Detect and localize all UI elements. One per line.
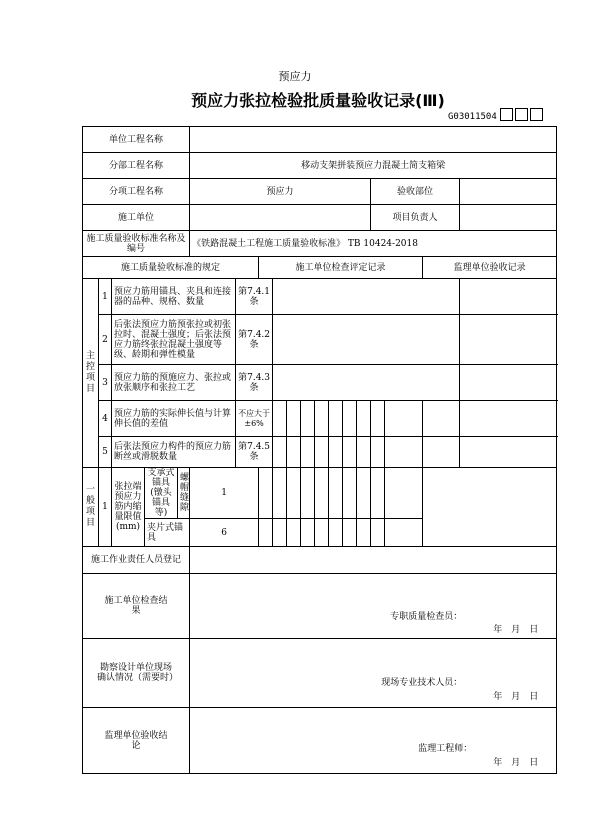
main-item-supervise[interactable] <box>460 365 557 401</box>
measure-cell[interactable] <box>315 468 329 519</box>
measure-cell[interactable] <box>273 519 287 547</box>
main-item-supervise[interactable] <box>460 315 557 365</box>
general-sub2-value: 6 <box>190 519 259 547</box>
measure-cell[interactable] <box>287 519 301 547</box>
main-item-desc: 后张法预应力构件的预应力筋断丝或滑脱数量 <box>112 437 236 468</box>
main-item-desc: 预应力筋的预施应力、张拉或放张顺序和张拉工艺 <box>112 365 236 401</box>
site-tech-label: 现场专业技术人员： <box>190 639 557 688</box>
construction-unit-label: 施工单位 <box>83 205 190 231</box>
division-value[interactable]: 移动支架拼装预应力混凝土简支箱梁 <box>190 153 557 179</box>
code-box-2[interactable] <box>515 108 528 121</box>
measure-cell[interactable] <box>273 468 287 519</box>
main-item-no: 2 <box>99 315 112 365</box>
main-item-clause: 第7.4.3条 <box>236 365 273 401</box>
inspection-part-label: 验收部位 <box>371 179 460 205</box>
doc-title: 预应力张拉检验批质量验收记录(Ⅲ) <box>191 91 445 110</box>
measure-cell[interactable] <box>371 437 385 468</box>
measure-cell[interactable] <box>301 468 315 519</box>
standard-label: 施工质量验收标准名称及编号 <box>83 231 190 257</box>
general-sub1-value: 1 <box>190 468 259 519</box>
general-item-no: 1 <box>99 468 112 547</box>
measure-cell[interactable] <box>343 401 357 437</box>
general-item-desc: 张拉端预应力筋内缩量限值(mm) <box>112 468 145 547</box>
supervisor-label: 监理工程师： <box>190 708 557 754</box>
measure-cell[interactable] <box>343 437 357 468</box>
measure-cell[interactable] <box>329 437 343 468</box>
measure-cell[interactable] <box>287 437 301 468</box>
main-item-desc: 后张法预应力筋预张拉或初张拉时、混凝土强度；后张法预应力筋终张拉混凝土强度等级、龄期和弹性模量 <box>112 315 236 365</box>
main-item-desc: 预应力筋用锚具、夹具和连接器的品种、规格、数量 <box>112 279 236 315</box>
measure-cell[interactable] <box>329 468 343 519</box>
general-sub1-sub: 螺帽缝隙 <box>178 468 190 519</box>
measure-cell[interactable] <box>385 401 423 437</box>
measure-cell[interactable] <box>273 437 287 468</box>
measure-cell[interactable] <box>329 519 343 547</box>
quality-inspector-label: 专职质量检查员： <box>190 574 557 622</box>
measure-cell[interactable] <box>301 519 315 547</box>
doc-code: G03011504 <box>448 112 497 122</box>
main-item-clause: 不应大于±6% <box>236 401 273 437</box>
general-sub2-label: 夹片式锚具 <box>145 519 190 547</box>
measure-cell[interactable] <box>423 437 460 468</box>
subdivision-label: 分项工程名称 <box>83 179 190 205</box>
standard-value[interactable]: 《铁路混凝土工程施工质量验收标准》 TB 10424-2018 <box>190 231 557 257</box>
measure-cell[interactable] <box>315 519 329 547</box>
main-item-check[interactable] <box>273 365 460 401</box>
main-item-no: 5 <box>99 437 112 468</box>
main-item-desc: 预应力筋的实际伸长值与计算伸长值的差值 <box>112 401 236 437</box>
general-items-label: 一般项目 <box>83 468 99 547</box>
main-item-no: 1 <box>99 279 112 315</box>
construction-unit-value[interactable] <box>190 205 371 231</box>
main-item-clause: 第7.4.2条 <box>236 315 273 365</box>
design-confirm-label: 勘察设计单位现场确认情况（需要时） <box>83 639 190 708</box>
supervision-label: 监理单位验收结论 <box>83 708 190 774</box>
main-item-check[interactable] <box>273 279 460 315</box>
unit-project-value[interactable] <box>190 127 557 153</box>
measure-cell[interactable] <box>343 468 357 519</box>
unit-project-label: 单位工程名称 <box>83 127 190 153</box>
general-sub1-label: 支承式锚具(镦头锚具等) <box>145 468 178 519</box>
date-label: 年 月 日 <box>190 688 557 708</box>
project-manager-label: 项目负责人 <box>371 205 460 231</box>
measure-cell[interactable] <box>315 401 329 437</box>
main-item-no: 4 <box>99 401 112 437</box>
measure-cell[interactable] <box>357 519 371 547</box>
measure-cell[interactable] <box>357 401 371 437</box>
measure-cell[interactable] <box>385 437 423 468</box>
main-item-no: 3 <box>99 365 112 401</box>
measure-cell[interactable] <box>357 468 371 519</box>
measure-cell[interactable] <box>385 519 423 547</box>
subdivision-value[interactable]: 预应力 <box>190 179 371 205</box>
measure-cell[interactable] <box>343 519 357 547</box>
measure-cell[interactable] <box>357 437 371 468</box>
code-box-3[interactable] <box>530 108 543 121</box>
measure-cell[interactable] <box>287 468 301 519</box>
project-manager-value[interactable] <box>460 205 557 231</box>
col-spec-header: 施工质量验收标准的规定 <box>83 257 259 279</box>
measure-cell[interactable] <box>371 519 385 547</box>
main-items-label: 主控项目 <box>83 279 99 468</box>
inspection-part-value[interactable] <box>460 179 557 205</box>
col-supervise-header: 监理单位验收记录 <box>423 257 557 279</box>
measure-cell[interactable] <box>315 437 329 468</box>
measure-cell[interactable] <box>259 519 273 547</box>
general-item-supervise[interactable] <box>423 468 557 547</box>
main-item-clause: 第7.4.1条 <box>236 279 273 315</box>
main-item-supervise[interactable] <box>460 401 557 437</box>
col-check-header: 施工单位检查评定记录 <box>259 257 423 279</box>
measure-cell[interactable] <box>259 468 273 519</box>
inspection-form <box>82 126 557 774</box>
date-label: 年 月 日 <box>190 754 557 774</box>
personnel-value[interactable] <box>190 547 557 574</box>
measure-cell[interactable] <box>287 401 301 437</box>
measure-cell[interactable] <box>371 468 385 519</box>
measure-cell[interactable] <box>301 437 315 468</box>
measure-cell[interactable] <box>273 401 287 437</box>
measure-cell[interactable] <box>329 401 343 437</box>
main-item-clause: 第7.4.5条 <box>236 437 273 468</box>
division-label: 分部工程名称 <box>83 153 190 179</box>
date-label: 年 月 日 <box>190 622 557 639</box>
measure-cell[interactable] <box>301 401 315 437</box>
personnel-label: 施工作业责任人员登记 <box>83 547 190 574</box>
doc-subtitle: 预应力 <box>278 70 312 83</box>
measure-cell[interactable] <box>423 401 460 437</box>
measure-cell[interactable] <box>371 401 385 437</box>
main-item-supervise[interactable] <box>460 279 557 315</box>
code-box-1[interactable] <box>500 108 513 121</box>
main-item-supervise[interactable] <box>460 437 557 468</box>
main-item-check[interactable] <box>273 315 460 365</box>
construction-result-label: 施工单位检查结果 <box>83 574 190 639</box>
measure-cell[interactable] <box>385 468 423 519</box>
